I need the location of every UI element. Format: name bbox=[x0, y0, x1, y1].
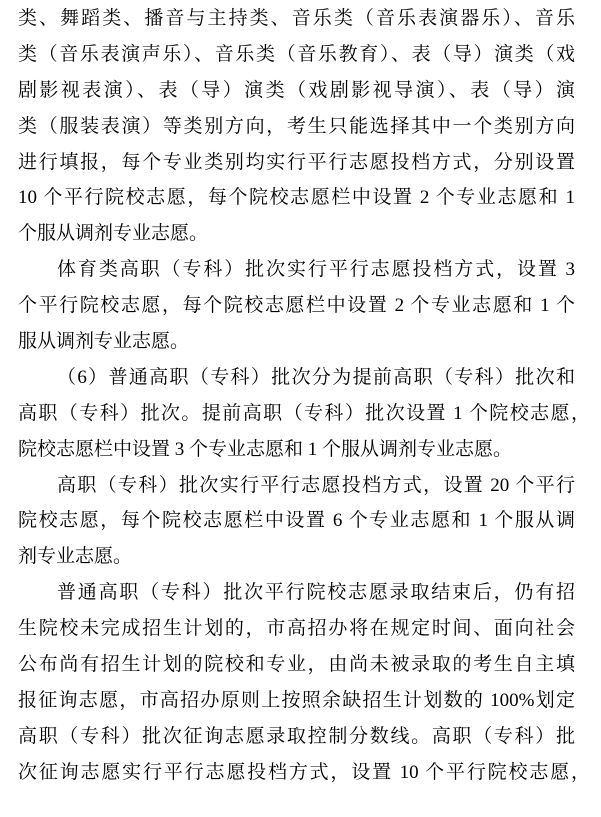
text-line: 个服从调剂专业志愿。 bbox=[18, 223, 209, 245]
text-line: 服从调剂专业志愿。 bbox=[18, 331, 190, 353]
text-line: 公布尚有招生计划的院校和专业，由尚未被录取的考生自主填 bbox=[18, 654, 575, 676]
text-line: 次征询志愿实行平行志愿投档方式，设置 10 个平行院校志愿， bbox=[18, 761, 590, 783]
paragraph-continued bbox=[18, 1, 575, 252]
text-line: 类、舞蹈类、播音与主持类、音乐类（音乐表演器乐）、音乐 bbox=[18, 8, 575, 29]
text-line: 报征询志愿，市高招办原则上按照余缺招生计划数的 100%划定 bbox=[18, 689, 575, 711]
document-page bbox=[18, 1, 590, 791]
text-line: 高职（专科）批次。提前高职（专科）批次设置 1 个院校志愿， bbox=[18, 402, 590, 424]
paragraph-solicitation bbox=[18, 575, 590, 790]
text-line: 个平行院校志愿，每个院校志愿栏中设置 2 个专业志愿和 1 个 bbox=[18, 295, 575, 317]
text-line: 类（服装表演）等类别方向，考生只能选择其中一个类别方向 bbox=[18, 115, 575, 137]
text-line: 10 个平行院校志愿，每个院校志愿栏中设置 2 个专业志愿和 1 bbox=[18, 187, 575, 209]
text-line: 院校志愿，每个院校志愿栏中设置 6 个专业志愿和 1 个服从调 bbox=[18, 510, 575, 532]
text-line: 剧影视表演）、表（导）演类（戏剧影视导演）、表（导）演 bbox=[18, 79, 575, 101]
paragraph-item-6 bbox=[18, 360, 590, 468]
text-line: 体育类高职（专科）批次实行平行志愿投档方式，设置 3 bbox=[57, 259, 575, 281]
text-line: 院校志愿栏中设置 3 个专业志愿和 1 个服从调剂专业志愿。 bbox=[18, 438, 513, 460]
text-line: 剂专业志愿。 bbox=[18, 546, 133, 568]
text-line: 普通高职（专科）批次平行院校志愿录取结束后，仍有招 bbox=[57, 582, 575, 604]
text-line: 进行填报，每个专业类别均实行平行志愿投档方式，分别设置 bbox=[18, 151, 575, 173]
text-line: 高职（专科）批次实行平行志愿投档方式，设置 20 个平行 bbox=[57, 474, 575, 496]
text-line: 类（音乐表演声乐）、音乐类（音乐教育）、表（导）演类（戏 bbox=[18, 43, 575, 65]
text-line: 生院校未完成招生计划的，市高招办将在规定时间、面向社会 bbox=[18, 618, 575, 640]
paragraph-vocational-batch bbox=[18, 468, 575, 576]
text-line: 高职（专科）批次征询志愿录取控制分数线。高职（专科）批 bbox=[18, 725, 575, 747]
paragraph-sports-vocational bbox=[18, 252, 575, 360]
text-line: （6）普通高职（专科）批次分为提前高职（专科）批次和 bbox=[57, 366, 575, 388]
